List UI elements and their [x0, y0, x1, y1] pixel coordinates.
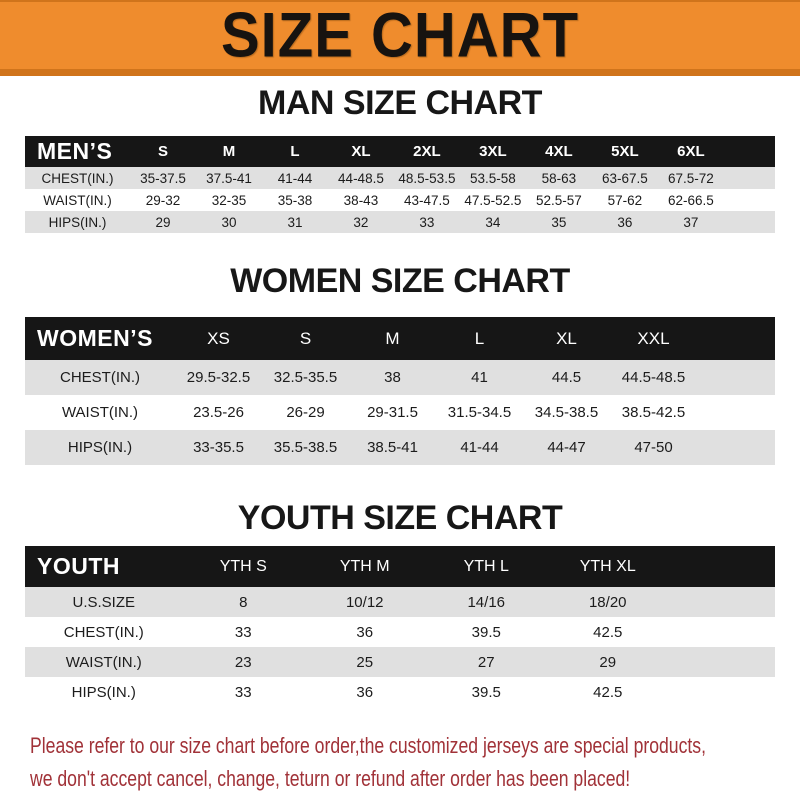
row-label: HIPS(IN.)	[71, 683, 136, 701]
size-value: 34.5-38.5	[534, 404, 599, 421]
size-value: 63-67.5	[601, 170, 648, 186]
column-header: 3XL	[460, 136, 526, 167]
header-spacer	[697, 317, 775, 360]
row-spacer	[697, 430, 775, 465]
size-value: 39.5	[471, 623, 501, 641]
banner-title: SIZE CHART	[221, 0, 579, 71]
size-value: 35.5-38.5	[273, 439, 338, 456]
size-value: 32	[353, 214, 369, 230]
table-row	[25, 587, 775, 617]
size-value: 32-35	[211, 192, 247, 208]
column-header: XL	[328, 136, 394, 167]
youth-size-table	[25, 546, 775, 707]
row-label: HIPS(IN.)	[48, 214, 107, 230]
size-value: 8	[239, 593, 248, 611]
size-value: 32.5-35.5	[273, 369, 338, 386]
table-header-row	[25, 136, 775, 167]
size-value: 36	[617, 214, 633, 230]
size-value: 47.5-52.5	[464, 192, 522, 208]
size-value: 35-38	[277, 192, 313, 208]
row-spacer	[669, 587, 776, 617]
row-label: WAIST(IN.)	[43, 192, 112, 208]
size-value: 58-63	[541, 170, 577, 186]
size-value: 33	[234, 683, 252, 701]
size-value: 48.5-53.5	[398, 170, 456, 186]
table-row	[25, 617, 775, 647]
row-label: HIPS(IN.)	[67, 439, 133, 456]
size-value: 53.5-58	[470, 170, 516, 186]
size-value: 29	[155, 214, 171, 230]
table-row	[25, 189, 775, 211]
column-header: S	[262, 317, 349, 360]
size-value: 35	[551, 214, 567, 230]
size-value: 57-62	[607, 192, 643, 208]
table-row	[25, 430, 775, 465]
column-header: YTH XL	[547, 546, 669, 587]
size-value: 33	[419, 214, 435, 230]
row-spacer	[697, 360, 775, 395]
row-label: U.S.SIZE	[72, 593, 135, 611]
size-value: 23.5-26	[193, 404, 244, 421]
row-spacer	[697, 395, 775, 430]
column-header: YTH L	[426, 546, 548, 587]
table-row	[25, 167, 775, 189]
men-size-table	[25, 136, 775, 233]
size-value: 14/16	[467, 593, 506, 611]
table-corner-label: WOMEN’S	[25, 317, 175, 360]
size-value: 29-31.5	[367, 404, 418, 421]
table-row	[25, 395, 775, 430]
size-value: 44-48.5	[338, 170, 384, 186]
size-value: 33-35.5	[193, 439, 244, 456]
size-value: 26-29	[286, 404, 325, 421]
row-label: CHEST(IN.)	[41, 170, 114, 186]
size-value: 31.5-34.5	[447, 404, 512, 421]
column-header: XXL	[610, 317, 697, 360]
size-value: 23	[234, 653, 252, 671]
header-spacer	[724, 136, 775, 167]
row-spacer	[724, 167, 775, 189]
column-header: YTH S	[183, 546, 305, 587]
size-value: 42.5	[593, 683, 623, 701]
men-section	[0, 86, 800, 233]
size-value: 41-44	[277, 170, 313, 186]
column-header: L	[262, 136, 328, 167]
size-value: 37	[683, 214, 699, 230]
size-value: 29	[599, 653, 617, 671]
table-row	[25, 647, 775, 677]
size-value: 47-50	[634, 439, 673, 456]
column-header: M	[349, 317, 436, 360]
size-value: 42.5	[593, 623, 623, 641]
size-value: 37.5-41	[206, 170, 252, 186]
table-row	[25, 211, 775, 233]
size-value: 38	[384, 369, 401, 386]
row-spacer	[669, 617, 776, 647]
column-header: 4XL	[526, 136, 592, 167]
size-value: 29.5-32.5	[186, 369, 251, 386]
size-value: 38-43	[343, 192, 379, 208]
row-label: WAIST(IN.)	[65, 653, 142, 671]
table-row	[25, 677, 775, 707]
women-size-table	[25, 317, 775, 465]
women-section	[0, 264, 800, 465]
column-header: 2XL	[394, 136, 460, 167]
column-header: M	[196, 136, 262, 167]
size-value: 18/20	[588, 593, 627, 611]
women-size-chart-heading: WOMEN SIZE CHART	[230, 262, 570, 300]
row-label: CHEST(IN.)	[60, 369, 140, 386]
row-label: WAIST(IN.)	[61, 404, 139, 421]
size-chart-banner	[0, 0, 800, 76]
header-spacer	[669, 546, 776, 587]
size-value: 25	[356, 653, 374, 671]
column-header: XL	[523, 317, 610, 360]
size-value: 10/12	[345, 593, 384, 611]
size-value: 62-66.5	[667, 192, 714, 208]
order-note	[30, 729, 800, 795]
column-header: YTH M	[304, 546, 426, 587]
order-note-line: Please refer to our size chart before order,the customized jerseys are special products,	[30, 733, 706, 758]
size-value: 43-47.5	[404, 192, 450, 208]
size-value: 36	[356, 683, 374, 701]
size-value: 44-47	[547, 439, 586, 456]
size-value: 30	[221, 214, 237, 230]
size-value: 33	[234, 623, 252, 641]
column-header: L	[436, 317, 523, 360]
size-value: 39.5	[471, 683, 501, 701]
size-value: 41	[471, 369, 488, 386]
row-spacer	[669, 677, 776, 707]
table-row	[25, 360, 775, 395]
row-label: CHEST(IN.)	[63, 623, 144, 641]
table-header-row	[25, 317, 775, 360]
column-header: XS	[175, 317, 262, 360]
size-value: 27	[477, 653, 495, 671]
row-spacer	[724, 211, 775, 233]
row-spacer	[669, 647, 776, 677]
size-value: 52.5-57	[536, 192, 582, 208]
size-value: 38.5-42.5	[621, 404, 686, 421]
column-header: 5XL	[592, 136, 658, 167]
size-value: 29-32	[145, 192, 181, 208]
table-corner-label: MEN’S	[25, 136, 130, 167]
youth-size-chart-heading: YOUTH SIZE CHART	[237, 499, 563, 537]
size-value: 67.5-72	[667, 170, 714, 186]
size-value: 44.5	[551, 369, 582, 386]
size-value: 36	[356, 623, 374, 641]
size-value: 41-44	[460, 439, 499, 456]
order-note-line: we don't accept cancel, change, teturn or refund after order has been placed!	[30, 766, 631, 791]
size-value: 44.5-48.5	[621, 369, 686, 386]
man-size-chart-heading: MAN SIZE CHART	[258, 84, 542, 122]
column-header: S	[130, 136, 196, 167]
size-value: 38.5-41	[367, 439, 418, 456]
row-spacer	[724, 189, 775, 211]
column-header: 6XL	[658, 136, 724, 167]
youth-section	[0, 501, 800, 707]
size-value: 31	[287, 214, 303, 230]
table-header-row	[25, 546, 775, 587]
size-value: 34	[485, 214, 501, 230]
size-value: 35-37.5	[140, 170, 186, 186]
table-corner-label: YOUTH	[25, 546, 183, 587]
